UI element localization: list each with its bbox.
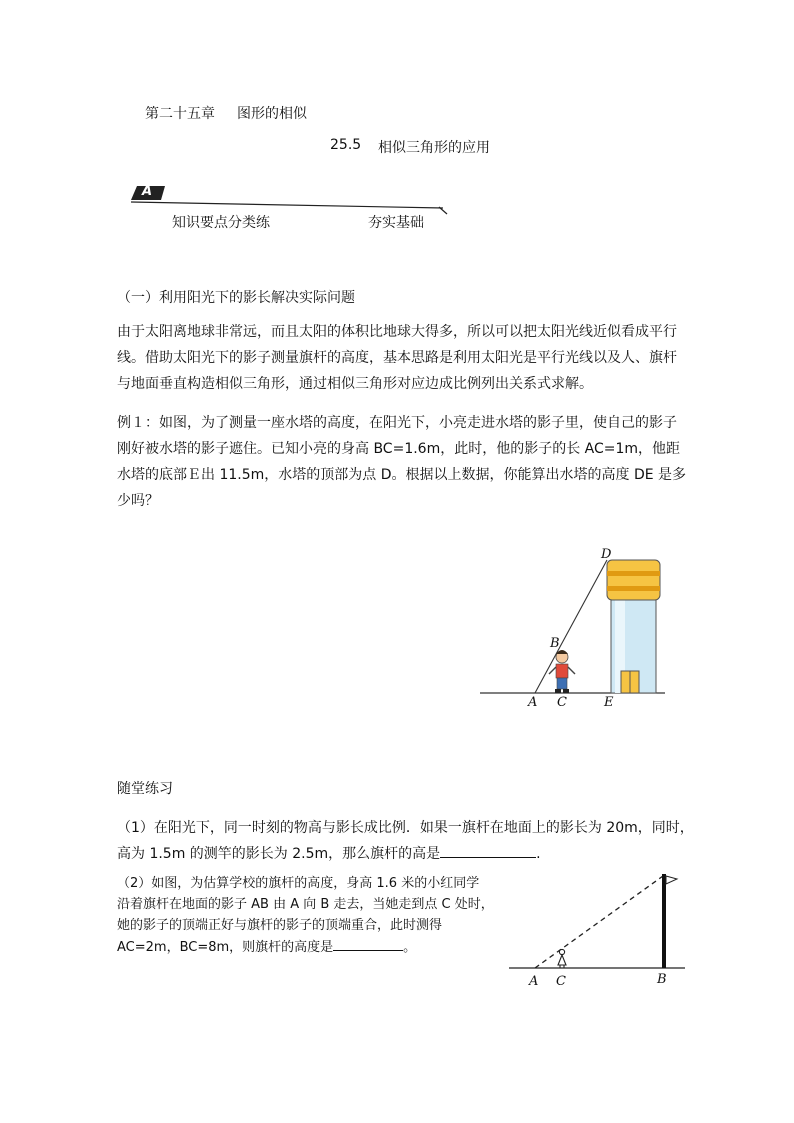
chapter-title: 图形的相似: [237, 106, 307, 122]
banner-left-label: 知识要点分类练: [172, 215, 270, 231]
fig1-label-e: E: [604, 695, 614, 710]
banner-right-label: 夯实基础: [368, 215, 424, 231]
q2-line-2: 沿着旗杆在地面的影子 AB 由 A 向 B 走去，当她走到点 C 处时，: [117, 897, 494, 912]
q2-text-block: [117, 873, 494, 958]
q1-answer-blank[interactable]: [440, 843, 536, 858]
fig1-label-d: D: [601, 547, 612, 562]
q1-text: 高为 1.5m 的测竿的影长为 2.5m，那么旗杆的高是: [117, 846, 441, 862]
q1-end: .: [536, 846, 541, 862]
fig1-label-b: B: [550, 636, 560, 651]
fig2-label-c: C: [556, 974, 566, 989]
section-heading: （一）利用阳光下的影长解决实际问题: [117, 290, 355, 306]
fig1-label-c: C: [557, 695, 567, 710]
q1-line-1: （1）在阳光下，同一时刻的物高与影长成比例．如果一旗杆在地面上的影长为 20m，同时，: [117, 820, 694, 836]
q2-line-4: [117, 936, 494, 958]
q2-end: 。: [403, 940, 417, 955]
fig2-label-b: B: [657, 972, 667, 987]
q2-answer-blank[interactable]: [333, 936, 403, 951]
q2-text: AC=2m，BC=8m，则旗杆的高度是: [117, 940, 334, 955]
fig1-label-a: A: [528, 695, 538, 710]
q1-line-2: [117, 843, 541, 863]
flagpole-figure: [505, 868, 695, 978]
section-title: 相似三角形的应用: [378, 140, 490, 156]
practice-heading: 随堂练习: [117, 781, 173, 797]
q2-line-1: （2）如图，为估算学校的旗杆的高度，身高 1.6 米的小红同学: [117, 876, 480, 891]
water-tower-figure: [475, 540, 675, 710]
chapter-number: 第二十五章: [145, 106, 215, 122]
section-number: 25.5: [330, 137, 362, 153]
intro-paragraph: 由于太阳离地球非常远，而且太阳的体积比地球大得多，所以可以把太阳光线近似看成平行线。借助太阳光下的影子测量旗杆的高度，基本思路是利用太阳光是平行光线以及人、旗杆与地面垂直构造相似三角形，通过相似三角形对应边成比例列出关系式求解。: [117, 324, 677, 392]
q2-line-3: 她的影子的顶端正好与旗杆的影子的顶端重合，此时测得: [117, 918, 443, 933]
banner-badge: A: [142, 184, 153, 199]
example-paragraph: 例１：如图，为了测量一座水塔的高度，在阳光下，小亮走进水塔的影子里，使自己的影子刚好被水塔的影子遮住。已知小亮的身高 BC=1.6m，此时，他的影子的长 AC=1m，他距水塔的底部Ｅ出 11.5m，水塔的顶部为点 D。根据以上数据，你能算出水塔的高度 DE 是多少吗？: [117, 415, 687, 509]
fig2-label-a: A: [529, 974, 539, 989]
